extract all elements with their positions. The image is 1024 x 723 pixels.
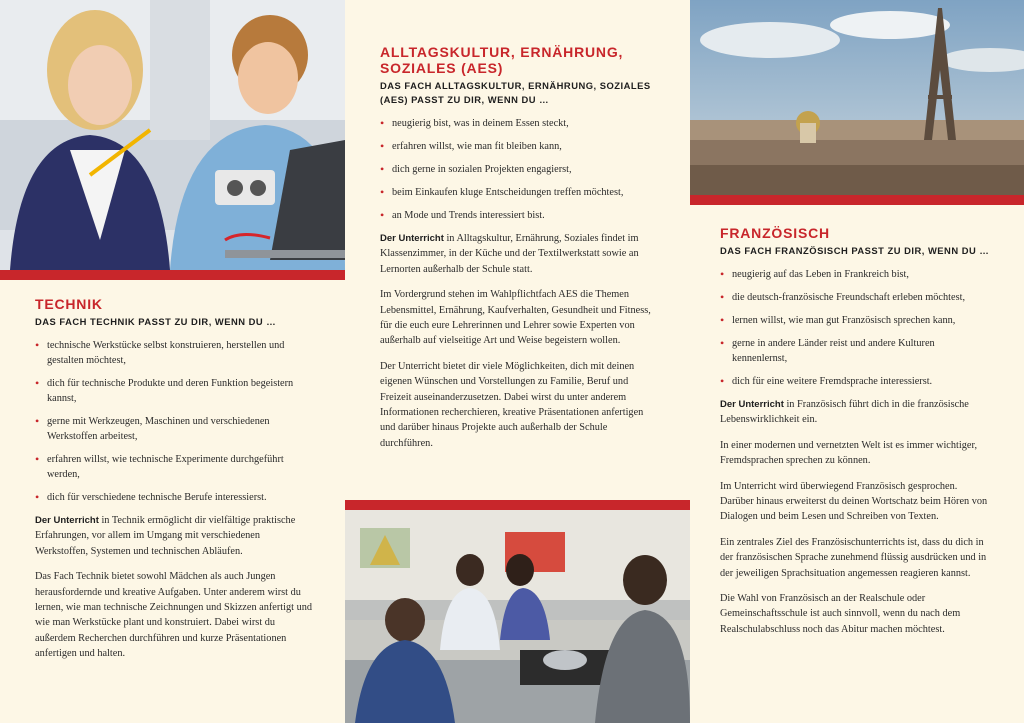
franzoesisch-paragraph-4: Ein zentrales Ziel des Französischunterrichts ist, dass du dich in der französischen Sprache zunehmend flüssig ausdrücken und in der jeweiligen Sprachsituation angemessen reagieren kannst. xyxy=(720,536,987,579)
technik-heading: TECHNIK xyxy=(35,296,103,312)
aes-heading: ALLTAGSKULTUR, ERNÄHRUNG, SOZIALES (AES) xyxy=(380,44,624,76)
franzoesisch-heading: FRANZÖSISCH xyxy=(720,225,830,241)
list-item: • neugierig bist, was in deinem Essen steckt, xyxy=(380,116,655,131)
students-technology-photo xyxy=(0,0,345,270)
lead-in: Der Unterricht xyxy=(720,399,784,410)
aes-text xyxy=(380,44,655,461)
aes-paragraph-1 xyxy=(380,231,655,277)
list-item: • dich gerne in sozialen Projekten engagierst, xyxy=(380,162,655,177)
accent-bar xyxy=(0,270,345,280)
list-item: • lernen willst, wie man gut Französisch sprechen kann, xyxy=(720,313,990,328)
franzoesisch-paragraph-5: Die Wahl von Französisch an der Realschule oder Gemeinschaftsschule ist auch sinnvoll, wenn du nach dem Realschulabschluss noch das Abitur machen möchtest. xyxy=(720,593,961,635)
list-item: • neugierig auf das Leben in Frankreich bist, xyxy=(720,267,990,282)
franzoesisch-subheading: DAS FACH FRANZÖSISCH PASST ZU DIR, WENN DU … xyxy=(720,245,990,256)
list-item: • erfahren willst, wie technische Experimente durchgeführt werden, xyxy=(35,452,313,482)
list-item: • dich für verschiedene technische Berufe interessierst. xyxy=(35,490,313,505)
lead-in: Der Unterricht xyxy=(35,515,99,526)
kitchen-class-photo xyxy=(345,510,690,723)
accent-bar xyxy=(345,500,690,510)
franzoesisch-text xyxy=(720,225,990,647)
list-item: • gerne in andere Länder reist und andere Kulturen kennenlernst, xyxy=(720,336,990,366)
aes-paragraph-2: Im Vordergrund stehen im Wahlpflichtfach AES die Themen Lebensmittel, Ernährung, Kaufverhalten, Gesundheit und Fitness, für die euch eure Lehrerinnen und Lehrer sowie Experten von außerhalb auf vielseitige Art und Weise begeistern wollen. xyxy=(380,289,651,347)
franzoesisch-bullet-list xyxy=(720,267,990,389)
technik-paragraph-1 xyxy=(35,513,313,559)
technik-text xyxy=(35,296,313,672)
aes-bullet-list xyxy=(380,116,655,223)
aes-subheading: DAS FACH ALLTAGSKULTUR, ERNÄHRUNG, SOZIALES (AES) PASST ZU DIR, WENN DU … xyxy=(380,80,651,105)
technik-bullet-list xyxy=(35,338,313,505)
list-item: • an Mode und Trends interessiert bist. xyxy=(380,208,655,223)
paragraph-text: in Alltagskultur, Ernährung, Soziales findet im Klassenzimmer, in der Küche und der Textilwerkstatt sowie an Lernorten außerhalb der Schule statt. xyxy=(380,233,639,275)
list-item: • dich für eine weitere Fremdsprache interessierst. xyxy=(720,374,990,389)
franzoesisch-paragraph-2: In einer modernen und vernetzten Welt ist es immer wichtiger, Fremdsprachen sprechen zu können. xyxy=(720,439,978,467)
aes-column xyxy=(345,0,690,723)
franzoesisch-paragraph-3: Im Unterricht wird überwiegend Französisch gesprochen. Darüber hinaus erweiterst du deinen Wortschatz beim Hören von Dialogen und beim Lesen und Schreiben von Texten. xyxy=(720,480,988,523)
franzoesisch-column xyxy=(690,0,1024,723)
list-item: • erfahren willst, wie man fit bleiben kann, xyxy=(380,139,655,154)
list-item: • dich für technische Produkte und deren Funktion begeistern kannst, xyxy=(35,376,313,406)
list-item: • beim Einkaufen kluge Entscheidungen treffen möchtest, xyxy=(380,185,655,200)
list-item: • gerne mit Werkzeugen, Maschinen und verschiedenen Werkstoffen arbeitest, xyxy=(35,414,313,444)
aes-paragraph-3: Der Unterricht bietet dir viele Möglichkeiten, dich mit deinen eigenen Wünschen und Vorstellungen zu Familie, Beruf und Freizeit auseinanderzusetzen. Dabei wirst du unter anderem Informationen recherchieren, kreative Präsentationen anfertigen und darüber hinaus Projekte auch außerhalb der Schule durchführen. xyxy=(380,360,644,449)
accent-bar xyxy=(690,195,1024,205)
lead-in: Der Unterricht xyxy=(380,233,444,244)
technik-paragraph-2: Das Fach Technik bietet sowohl Mädchen als auch Jungen herausfordernde und kreative Aufgaben. Unter anderem wirst du lernen, wie man technische Zeichnungen und Skizzen anfertigt und wie man Werkstücke plant und konstruiert. Dabei wirst du außerdem Recherchen durchführen und kurze Präsentationen anfertigen und halten. xyxy=(35,571,313,660)
technik-subheading: DAS FACH TECHNIK PASST ZU DIR, WENN DU … xyxy=(35,316,277,327)
paragraph-text: in Französisch führt dich in die französische Lebenswirklichkeit ein. xyxy=(720,399,969,426)
paris-eiffel-tower-photo xyxy=(690,0,1024,195)
paragraph-text: in Technik ermöglicht dir vielfältige praktische Erfahrungen, vor allem im Umgang mit verschiedenen Werkstoffen, Systemen und technischen Abläufen. xyxy=(35,515,296,557)
list-item: • die deutsch-französische Freundschaft erleben möchtest, xyxy=(720,290,990,305)
franzoesisch-paragraph-1 xyxy=(720,397,990,428)
technik-column xyxy=(0,0,345,723)
list-item: • technische Werkstücke selbst konstruieren, herstellen und gestalten möchtest, xyxy=(35,338,313,368)
